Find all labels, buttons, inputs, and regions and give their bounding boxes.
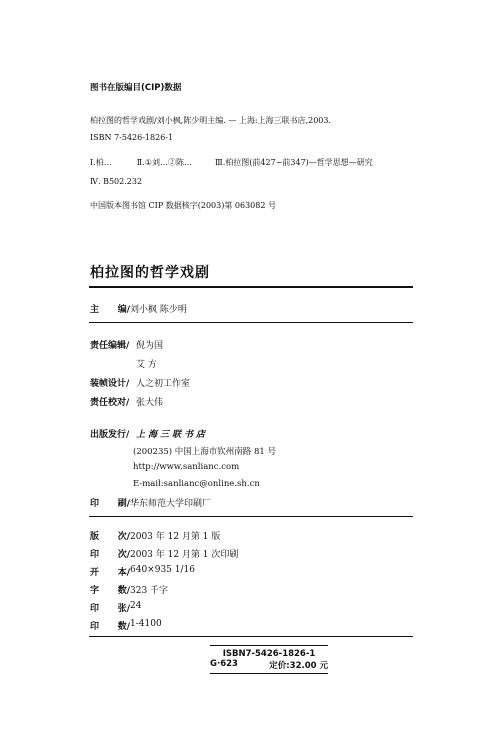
price: 定价:32.00 元 (269, 661, 328, 671)
publisher-label: 出版发行/ (90, 430, 130, 440)
isbn-top-rule (210, 645, 328, 646)
spec-format: 开 本/ 640×935 1/16 (90, 565, 195, 578)
publisher-email: E-mail:sanlianc@online.sh.cn (133, 479, 260, 489)
cip-line-2: ISBN 7-5426-1826-1 (90, 133, 174, 142)
isbn-price-box (210, 645, 328, 674)
printer-value: 华东师范大学印刷厂 (130, 499, 212, 509)
printer-rule (89, 516, 413, 517)
credit-editor: 责任编辑/ 倪为国 (90, 341, 164, 351)
spec-word-count: 字 数/ 323 千字 (90, 586, 169, 596)
credit-design: 装帧设计/ 人之初工作室 (90, 379, 191, 389)
cip-heading: 图书在版编目(CIP)数据 (90, 83, 182, 93)
printer-row (90, 496, 211, 509)
isbn-code-price (210, 659, 328, 671)
cip-line-1: 柏拉图的哲学戏剧/刘小枫,陈少明主编. — 上海:上海三联书店,2003. (90, 116, 332, 125)
isbn-number: ISBN7-5426-1826-1 (222, 649, 316, 659)
cip-line-3a: Ⅰ.柏… (90, 158, 112, 167)
credit-editor-2: 艾 方 (136, 360, 157, 370)
cip-line-5: 中国版本图书馆 CIP 数据核字(2003)第 063082 号 (90, 201, 276, 210)
editors-row (90, 302, 187, 315)
editors-rule (89, 322, 413, 323)
publisher-row (90, 427, 208, 440)
credit-proofreader: 责任校对/ 张大伟 (90, 398, 164, 408)
book-title: 柏拉图的哲学戏剧 (90, 265, 210, 281)
spec-sheets: 印 张/ 24 (90, 601, 142, 614)
spec-print-run: 印 数/ 1-4100 (90, 619, 162, 632)
publisher-name: 上海三联书店 (136, 430, 209, 440)
isbn-bottom-rule (210, 673, 328, 674)
specs-rule (89, 636, 413, 637)
editors-value: 刘小枫 陈少明 (130, 305, 187, 315)
spec-printing: 印 次/ 2003 年 12 月第 1 次印刷 (90, 550, 239, 560)
spec-edition: 版 次/ 2003 年 12 月第 1 版 (90, 532, 221, 542)
printer-label: 印 刷/ (90, 499, 130, 509)
publisher-web: http://www.sanlianc.com (133, 462, 240, 472)
title-rule (89, 286, 413, 288)
editors-label: 主 编/ (90, 305, 130, 315)
cip-line-3 (90, 157, 373, 168)
publisher-address: (200235) 中国上海市钦州南路 81 号 (133, 447, 277, 457)
cip-line-4: Ⅳ. B502.232 (90, 177, 143, 186)
category-code: G·623 (210, 659, 238, 669)
cip-line-3b: Ⅱ.①刘…②陈… (136, 158, 192, 167)
cip-line-3c: Ⅲ.柏拉图(前427~前347)—哲学思想—研究 (215, 158, 373, 167)
